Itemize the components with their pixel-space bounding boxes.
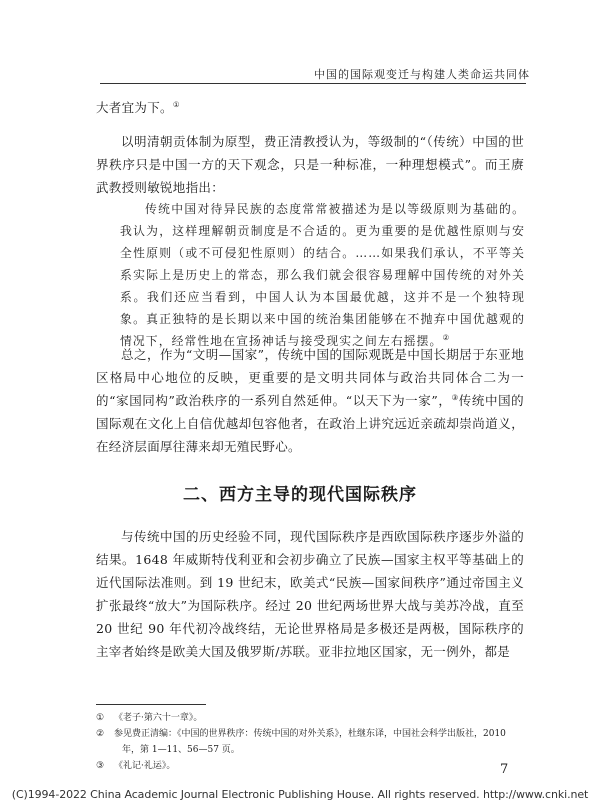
paragraph-continuation (96, 96, 524, 119)
footnote-2 (96, 726, 526, 758)
paragraph-modern-order (96, 525, 524, 663)
paragraph-text: 大者宜为下。 (96, 100, 173, 115)
copyright-notice: (C)1994-2022 China Academic Journal Electronic Publishing House. All rights reserved. http://www.cnki.net (11, 788, 589, 801)
paragraph-text-a: 总之，作为“文明—国家”，传统中国的国际观既是中国长期居于东亚地区格局中心地位的反映，更重要的是文明共同体与政治共同体合二为一的“家国同构”政治秩序的一系列自然延伸。“以天下为一家”， (96, 347, 524, 408)
footnote-ref-3[interactable]: ③ (451, 392, 459, 402)
paragraph-fairbank (96, 130, 524, 199)
footnote-text: 《老子·第六十一章》。 (114, 713, 203, 723)
footnote-number: ② (96, 729, 105, 739)
footnote-text: 《礼记·礼运》。 (114, 761, 176, 771)
section-heading: 二、西方主导的现代国际秩序 (183, 485, 417, 505)
footnotes (96, 710, 526, 774)
footnote-number: ① (96, 713, 105, 723)
footnote-3 (96, 758, 526, 774)
footnote-text: 参见费正清编：《中国的世界秩序：传统中国的对外关系》，杜继东译，中国社会科学出版社，2010 年，第 1—11、56—57 页。 (114, 729, 506, 755)
footnote-rule (96, 704, 206, 705)
footnote-ref-2[interactable]: ② (442, 333, 451, 343)
header-rule (100, 83, 526, 84)
block-quote-wang (120, 198, 525, 352)
paragraph-conclusion (96, 343, 524, 458)
footnote-ref-1[interactable]: ① (172, 99, 180, 109)
paragraph-text: 与传统中国的历史经验不同，现代国际秩序是西欧国际秩序逐步外溢的结果。1648 年威斯特伐利亚和会初步确立了民族—国家主权平等基础上的近代国际法准则。到 19 世纪末，欧美式“民族—国家间秩序”通过帝国主义扩张最终“放大”为国际秩序。经过 20 世纪两场世界大战与美苏冷战，直至 20 世纪 90 年代初冷战终结，无论世界格局是多极还是两极，国际秩序的主宰者始终是欧美大国及俄罗斯/苏联。亚非拉地区国家，无一例外，都是 (96, 529, 524, 659)
running-header: 中国的国际观变迁与构建人类命运共同体 (314, 68, 530, 81)
paragraph-text-b: 传统中国的国际观在文化上自信优越却包容他者，在政治上讲究远近亲疏却崇尚道义，在经济层面厚往薄来却无殖民野心。 (96, 393, 524, 454)
footnote-number: ③ (96, 761, 105, 771)
paragraph-text: 以明清朝贡体制为原型，费正清教授认为，等级制的“（传统）中国的世界秩序只是中国一方的天下观念，只是一种标准，一种理想模式”。而王赓武教授则敏锐地指出： (96, 134, 524, 195)
footnote-1 (96, 710, 526, 726)
quote-text: 传统中国对待异民族的态度常常被描述为是以等级原则为基础的。我认为，这样理解朝贡制度是不合适的。更为重要的是优越性原则与安全性原则（或不可侵犯性原则）的结合。……如果我们承认，不平等关系实际上是历史上的常态，那么我们就会很容易理解中国传统的对外关系。我们还应当看到，中国人认为本国最优越，这并不是一个独特现象。真正独特的是长期以来中国的统治集团能够在不抛弃中国优越观的情况下，经常性地在宣扬神话与接受现实之间左右摇摆。 (120, 202, 525, 348)
page-number: 7 (500, 762, 509, 777)
